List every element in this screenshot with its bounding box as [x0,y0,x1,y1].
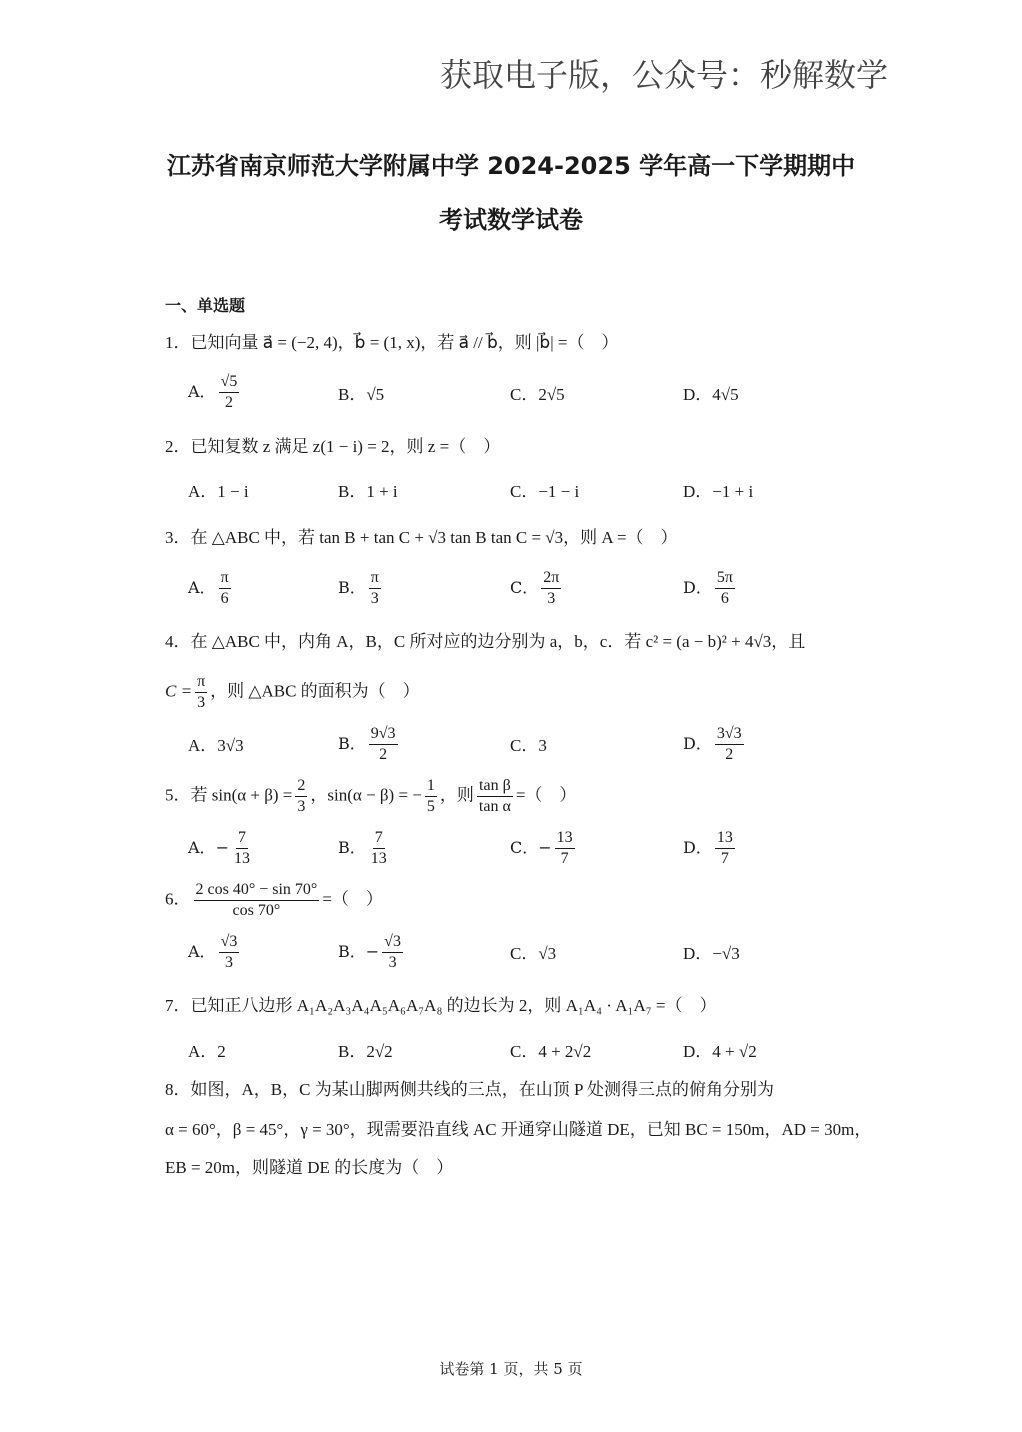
q5-option-d: D． $\frac{13}{7}$ [683,829,733,867]
exam-title-line1: 江苏省南京师范大学附属中学 2024-2025 学年高一下学期期中 [166,152,856,180]
section-heading: 一、单选题 [165,296,246,315]
watermark-text: 获取电子版，公众号：秒解数学 [440,56,889,94]
question-3-stem: 3．在 △ABC 中，若 tan B + tan C + √3 tan B tan C = √3，则 A =（ ） [165,528,678,547]
q1-option-a: A． $\frac{√5}{2}$ [188,373,238,411]
question-8-stem-line2: α = 60°，β = 45°，γ = 30°，现需要沿直线 AC 开通穿山隧道 DE，已知 BC = 150m，AD = 30m， [165,1120,872,1139]
question-8-stem-line1: 8．如图，A，B，C 为某山脚两侧共线的三点，在山顶 P 处测得三点的俯角分别为 [165,1080,775,1099]
q4-option-a: A．3√3 [188,736,244,755]
q6-option-b: B．− $\frac{√3}{3}$ [338,933,401,971]
q3-option-a: A． $\frac{\pi}{6}$ [188,569,229,607]
question-5-stem: 5．若 sin(α + β) = $\frac{2}{3}$ ，sin(α − β) = − $\frac{1}{5}$ ，则 $\frac{\text{tan β}}{\text{tan α}}$ =（ ） [165,777,577,815]
q1-option-d: D．4√5 [683,385,739,404]
q7-option-a: A．2 [188,1042,226,1061]
question-7-stem: 7．已知正八边形 A₁A₂A₃A₄A₅A₆A₇A₈ 的边长为 2，则 A₁A₄ · A₁A₇ =（ ） [165,996,717,1015]
q2-option-c: C．−1 − i [510,482,580,501]
q4-option-b: B． $\frac{9√3}{2}$ [338,725,396,763]
question-8-stem-line3: EB = 20m，则隧道 DE 的长度为（ ） [165,1158,454,1177]
q5-option-a: A．− $\frac{7}{13}$ [188,829,250,867]
page-footer: 试卷第 1 页，共 5 页 [439,1360,583,1378]
q6-option-d: D．−√3 [683,944,740,963]
question-6-stem: 6． $\frac{2 \cos 40^\circ - \sin 70^\circ}{\cos 70^\circ}$ =（ ） [165,881,383,919]
q7-option-b: B．2√2 [338,1042,393,1061]
question-2-stem: 2．已知复数 z 满足 z(1 − i) = 2，则 z =（ ） [165,437,501,456]
q5-option-b: B． $\frac{7}{13}$ [338,829,387,867]
exam-title-line2: 考试数学试卷 [439,206,583,234]
q7-option-d: D．4 + √2 [683,1042,757,1061]
q7-option-c: C．4 + 2√2 [510,1042,592,1061]
q2-option-d: D．−1 + i [683,482,754,501]
q1-option-c: C．2√5 [510,385,565,404]
q4-option-c: C．3 [510,736,547,755]
q4-option-d: D． $\frac{3√3}{2}$ [683,725,742,763]
q5-option-c: C．− $\frac{13}{7}$ [510,829,573,867]
q1-option-b: B．√5 [338,385,385,404]
q6-option-c: C．√3 [510,944,557,963]
q2-option-b: B．1 + i [338,482,398,501]
question-1-stem: 1．已知向量 a⃗ = (−2, 4)，b⃗ = (1, x)，若 a⃗ // b⃗，则 |b⃗| =（ ） [165,333,619,352]
q6-option-a: A． $\frac{√3}{3}$ [188,933,238,971]
q3-option-b: B． $\frac{\pi}{3}$ [338,569,379,607]
q3-option-d: D． $\frac{5\pi}{6}$ [683,569,733,607]
question-4-stem-line2: C = $\frac{\pi}{3}$ ，则 △ABC 的面积为（ ） [165,673,420,711]
q2-option-a: A．1 − i [188,482,249,501]
question-4-stem: 4．在 △ABC 中，内角 A，B，C 所对应的边分别为 a，b，c．若 c² = (a − b)² + 4√3，且 [165,632,806,651]
q3-option-c: C． $\frac{2\pi}{3}$ [510,569,560,607]
